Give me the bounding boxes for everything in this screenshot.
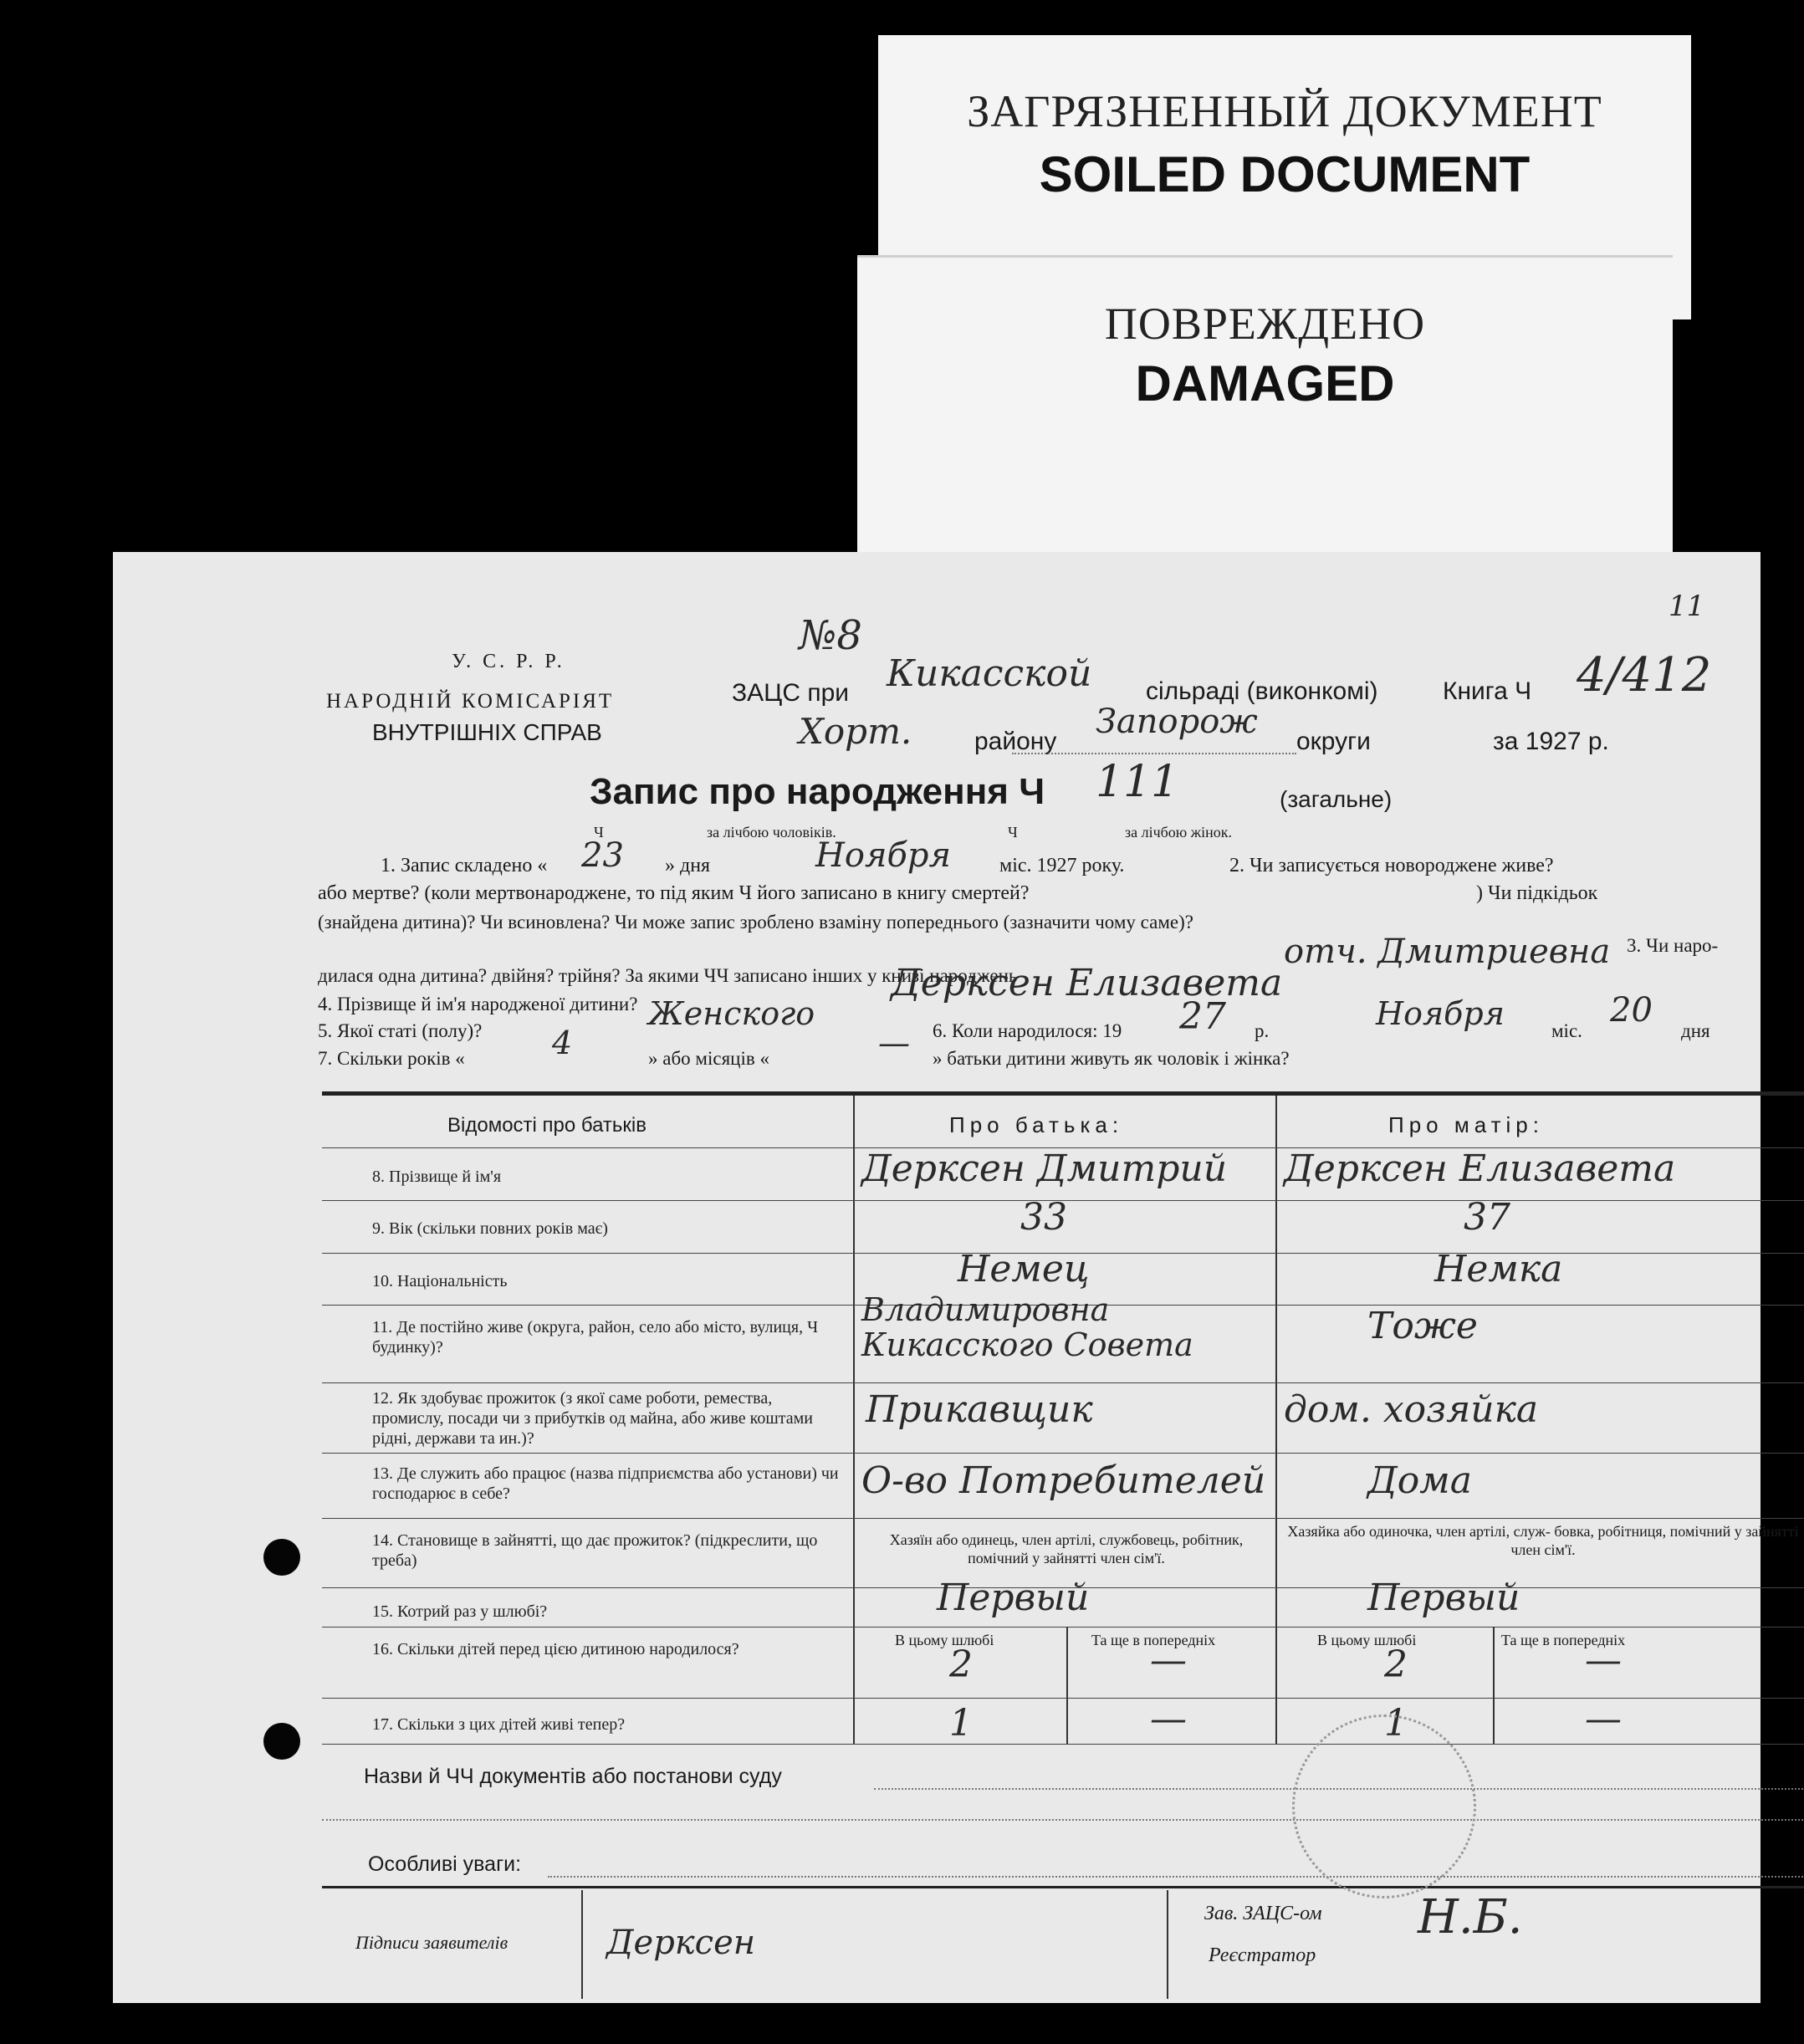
father-children-this-marriage-head: В цьому шлюбі [895, 1632, 994, 1648]
row-label: 11. Де постійно живе (округа, район, село або місто, вулиця, Ч будинку)? [372, 1318, 819, 1357]
father-occupation: Прикавщик [866, 1388, 1093, 1431]
damaged-label-ru: ПОВРЕЖДЕНО [1104, 299, 1426, 349]
birth-record-form [113, 552, 1799, 2003]
row-label: 12. Як здобуває прожиток (з якої саме роботи, ремества, промислу, посади чи з прибутків од майна, або живе коштами рідні, держави та ин.)? [372, 1389, 813, 1448]
mother-employment-status: Хазяйка або одиночка, член артілі, служ- бовка, робітниця, помічний у зайнятті член сім'ї. [1287, 1523, 1799, 1558]
line3-end: 3. Чи наро- [1627, 935, 1719, 956]
official-signature: Н.Б. [1418, 1890, 1523, 1944]
district-label: району [974, 728, 1057, 755]
row-label: 17. Скільки з цих дітей живі тепер? [372, 1715, 626, 1734]
district-value: Хорт. [799, 711, 912, 752]
line6-d: міс. [1551, 1020, 1582, 1041]
line6-c: р. [1255, 1020, 1270, 1041]
record-month: Ноября [815, 836, 951, 875]
line5: 4. Прізвище й ім'я народженої дитини? [318, 994, 638, 1014]
notes-label: Особливі уваги: [368, 1852, 522, 1876]
birth-month: Ноября [1376, 995, 1505, 1032]
line1-d: 2. Чи записується новороджене живе? [1229, 855, 1554, 876]
mother-children-previous: — [1585, 1639, 1622, 1682]
title-suffix: (загальне) [1280, 786, 1393, 812]
record-number: 111 [1096, 757, 1179, 807]
father-workplace: О-во Потребителей [861, 1459, 1266, 1502]
okrug-label: округи [1296, 728, 1371, 755]
page-mark: 11 [1669, 590, 1705, 623]
ussr-label: У. С. Р. Р. [452, 651, 565, 672]
row-label: 8. Прізвище й ім'я [372, 1168, 502, 1186]
line3: (знайдена дитина)? Чи всиновлена? Чи може запис зроблено взаміну попереднього (зазначити чому саме)? [318, 912, 1193, 933]
father-name: Дерксен Дмитрий [861, 1147, 1228, 1190]
table-head-mother: Про матір: [1388, 1112, 1544, 1137]
child-name: Дерксен Елизавета [891, 962, 1283, 1004]
documents-label: Назви й ЧЧ документів або постанови суду [364, 1765, 782, 1788]
row-label: 16. Скільки дітей перед цією дитиною народилося? [372, 1640, 739, 1658]
child-sex: Женского [648, 995, 815, 1032]
male-no-label: Ч [594, 824, 604, 841]
line6-e: дня [1681, 1020, 1710, 1041]
punch-hole [263, 1539, 300, 1576]
line1-a: 1. Запис складено « [381, 855, 548, 876]
registrar-label: Реєстратор [1209, 1944, 1316, 1966]
mother-name: Дерксен Елизавета [1284, 1147, 1676, 1190]
official-seal [1292, 1714, 1476, 1898]
female-no-label: Ч [1008, 824, 1018, 841]
signatures-label: Підписи заявителів [355, 1932, 508, 1953]
months-married: — [878, 1025, 910, 1061]
zags-prefix: ЗАЦС при [732, 679, 850, 707]
mother-workplace: Дома [1367, 1459, 1472, 1502]
father-employment-status: Хазяїн або одинець, член артілі, службовець, робітник, помічний у зайнятті член сім'ї. [889, 1531, 1244, 1566]
male-count-label: за лічбою чоловіків. [707, 824, 836, 841]
father-children-previous-head: Та ще в попередніх [1091, 1632, 1216, 1648]
row-label: 14. Становище в зайнятті, що дає прожиток? (підкреслити, що треба) [372, 1531, 818, 1570]
soiled-label-en: SOILED DOCUMENT [1039, 146, 1531, 202]
mother-children-alive: 1 [1384, 1702, 1408, 1745]
mother-marriage-count: Первый [1367, 1576, 1520, 1619]
father-nationality: Немец [958, 1248, 1090, 1290]
years-married: 4 [552, 1025, 573, 1061]
father-children-this-marriage: 2 [949, 1643, 973, 1686]
mother-occupation: дом. хозяйка [1284, 1388, 1539, 1431]
row-label: 15. Котрий раз у шлюбі? [372, 1602, 548, 1621]
line7-b: » або місяців « [648, 1048, 769, 1069]
soiled-label-ru: ЗАГРЯЗНЕННЫЙ ДОКУМЕНТ [967, 86, 1602, 136]
book-value: 4/412 [1577, 648, 1712, 703]
mother-children-this-marriage-head: В цьому шлюбі [1317, 1632, 1417, 1648]
father-children-alive: 1 [949, 1702, 973, 1745]
line7-a: 7. Скільки років « [318, 1048, 465, 1069]
row-label: 10. Національність [372, 1272, 508, 1290]
zags-number: №8 [799, 612, 862, 659]
line4-a: дилася одна дитина? двійня? трійня? За якими ЧЧ записано інших у книзі народжень [318, 965, 1018, 986]
line1-b: » дня [665, 855, 711, 876]
father-age: 33 [1020, 1196, 1067, 1239]
father-residence: Владимировна Кикасского Совета [861, 1291, 1193, 1363]
ministry-line2: ВНУТРІШНІХ СПРАВ [372, 719, 602, 745]
year-label: за 1927 р. [1493, 728, 1609, 755]
mother-children-alive-previous: — [1585, 1698, 1622, 1740]
birth-day: 20 [1610, 991, 1653, 1030]
ministry-line1: НАРОДНІЙ КОМІСАРІЯТ [326, 690, 615, 713]
zags-name: Кикасской [887, 652, 1092, 695]
mother-children-this-marriage: 2 [1384, 1643, 1408, 1686]
mother-residence: Тоже [1367, 1305, 1478, 1347]
father-marriage-count: Первый [937, 1576, 1090, 1619]
line6-b: 6. Коли народилося: 19 [933, 1020, 1122, 1041]
line2-a: або мертве? (коли мертвонароджене, то під яким Ч його записано в книгу смертей? [318, 882, 1030, 904]
damaged-label-en: DAMAGED [1135, 355, 1395, 411]
selrada-label: сільраді (виконкомі) [1146, 677, 1378, 705]
punch-hole [263, 1723, 300, 1760]
mother-children-previous-head: Та ще в попередніх [1501, 1632, 1626, 1648]
female-count-label: за лічбою жінок. [1125, 824, 1233, 841]
line6-a: 5. Якої статі (полу)? [318, 1020, 483, 1041]
form-title: Запис про народження Ч [590, 771, 1045, 812]
table-head-info: Відомості про батьків [447, 1114, 646, 1137]
birth-year: 27 [1179, 995, 1226, 1038]
damaged-card [857, 255, 1673, 569]
father-children-alive-previous: — [1150, 1698, 1187, 1740]
line2-b: ) Чи підкідьок [1476, 882, 1598, 904]
child-patronymic: отч. Дмитриевна [1284, 933, 1611, 971]
record-day: 23 [581, 836, 624, 875]
father-children-previous: — [1150, 1639, 1187, 1682]
mother-age: 37 [1464, 1196, 1510, 1239]
row-label: 9. Вік (скільки повних років має) [372, 1219, 608, 1238]
okrug-value: Запорож [1096, 703, 1258, 741]
line1-c: міс. 1927 року. [999, 855, 1125, 876]
head-label: Зав. ЗАЦС-ом [1204, 1903, 1322, 1924]
row-label: 13. Де служить або працює (назва підприємства або установи) чи господарює в себе? [372, 1464, 839, 1503]
book-label: Книга Ч [1443, 677, 1532, 705]
table-head-father: Про батька: [949, 1112, 1124, 1137]
line7-c: » батьки дитини живуть як чоловік і жінка? [933, 1048, 1290, 1069]
applicant-signature: Дерксен [606, 1924, 756, 1962]
mother-nationality: Немка [1434, 1248, 1563, 1290]
